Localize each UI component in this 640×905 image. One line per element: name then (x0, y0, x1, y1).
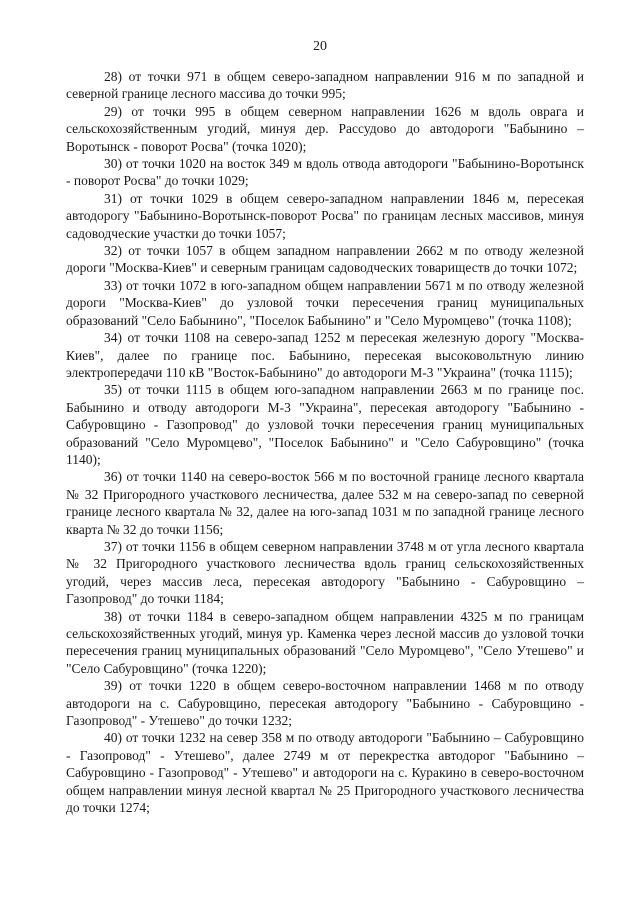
paragraph-38: 38) от точки 1184 в северо-западном общем направлении 4325 м по границам сельскохозяйственных угодий, минуя ур. Каменка через лесной массив до узловой точки пересечения границ муниципальных образований "Село Муромцево", "Село Утешево" и "Село Сабуровщино" (точка 1220); (66, 608, 584, 676)
page-number: 20 (313, 39, 327, 54)
paragraph-32: 32) от точки 1057 в общем западном направлении 2662 м по отводу железной дороги "Москва-Киев" и северным границам садоводческих товариществ до точки 1072; (66, 243, 584, 276)
paragraph-28: 28) от точки 971 в общем северо-западном направлении 916 м по западной и северной границе лесного массива до точки 995; (66, 69, 584, 102)
paragraph-31: 31) от точки 1029 в общем северо-западном направлении 1846 м, пересекая автодорогу "Бабынино-Воротынск-поворот Росва" по границам лесных массивов, минуя садоводческие участки до точки 1057; (66, 190, 584, 241)
paragraph-34: 34) от точки 1108 на северо-запад 1252 м пересекая железную дорогу "Москва-Киев", далее по границе пос. Бабынино, пересекая высоковольтную линию электропередачи 110 кВ "Восток-Бабынино" до автодороги М-3 "Украина" (точка 1115); (66, 330, 584, 380)
paragraph-33: 33) от точки 1072 в юго-западном общем направлении 5671 м по отводу железной дороги "Москва-Киев" до узловой точки пересечения границ муниципальных образований "Село Бабынино", "Поселок Бабынино" и "Село Муромцево" (точка 1108); (66, 277, 584, 328)
paragraph-37: 37) от точки 1156 в общем северном направлении 3748 м от угла лесного квартала № 32 Пригородного участкового лесничества вдоль границ сельскохозяйственных угодий, через массив леса, пересекая автодорогу "Бабынино - Сабуровщино – Газопровод" до точки 1184; (66, 538, 584, 607)
paragraph-36: 36) от точки 1140 на северо-восток 566 м по восточной границе лесного квартала № 32 Пригородного участкового лесничества, далее 532 м на северо-запад по северной границе лесного квартала № 32, далее на юго-запад 1031 м по западной границе лесного кварта № 32 до точки 1156; (66, 469, 584, 537)
paragraph-40: 40) от точки 1232 на север 358 м по отводу автодороги "Бабынино – Сабуровщино - Газопровод" - Утешево", далее 2749 м от перекрестка автодорог "Бабынино – Сабуровщино - Газопровод" - Утешево" и автодороги на с. Куракино в северо-восточном общем направлении минуя лесной квартал № 25 Пригородного участкового лесничества до точки 1274; (66, 730, 584, 816)
paragraph-35: 35) от точки 1115 в общем юго-западном направлении 2663 м по границе пос. Бабынино и отводу автодороги М-3 "Украина", пересекая автодорогу "Бабынино - Сабуровщино - Газопровод" до узловой точки пересечения границ муниципальных образований "Село Муромцево", "Поселок Бабынино" и "Село Сабуровщино" (точка 1140); (66, 382, 584, 467)
paragraph-39: 39) от точки 1220 в общем северо-восточном направлении 1468 м по отводу автодороги на с. Сабуровщино, пересекая автодорогу "Бабынино - Сабуровщино - Газопровод" - Утешево" до точки 1232; (66, 678, 584, 729)
document-body (66, 68, 584, 816)
paragraph-29: 29) от точки 995 в общем северном направлении 1626 м вдоль оврага и сельскохозяйственным угодий, минуя дер. Рассудово до автодороги "Бабынино – Воротынск - поворот Росва" (точка 1020); (66, 103, 584, 154)
paragraph-30: 30) от точки 1020 на восток 349 м вдоль отвода автодороги "Бабынино-Воротынск - поворот Росва" до точки 1029; (66, 156, 584, 189)
